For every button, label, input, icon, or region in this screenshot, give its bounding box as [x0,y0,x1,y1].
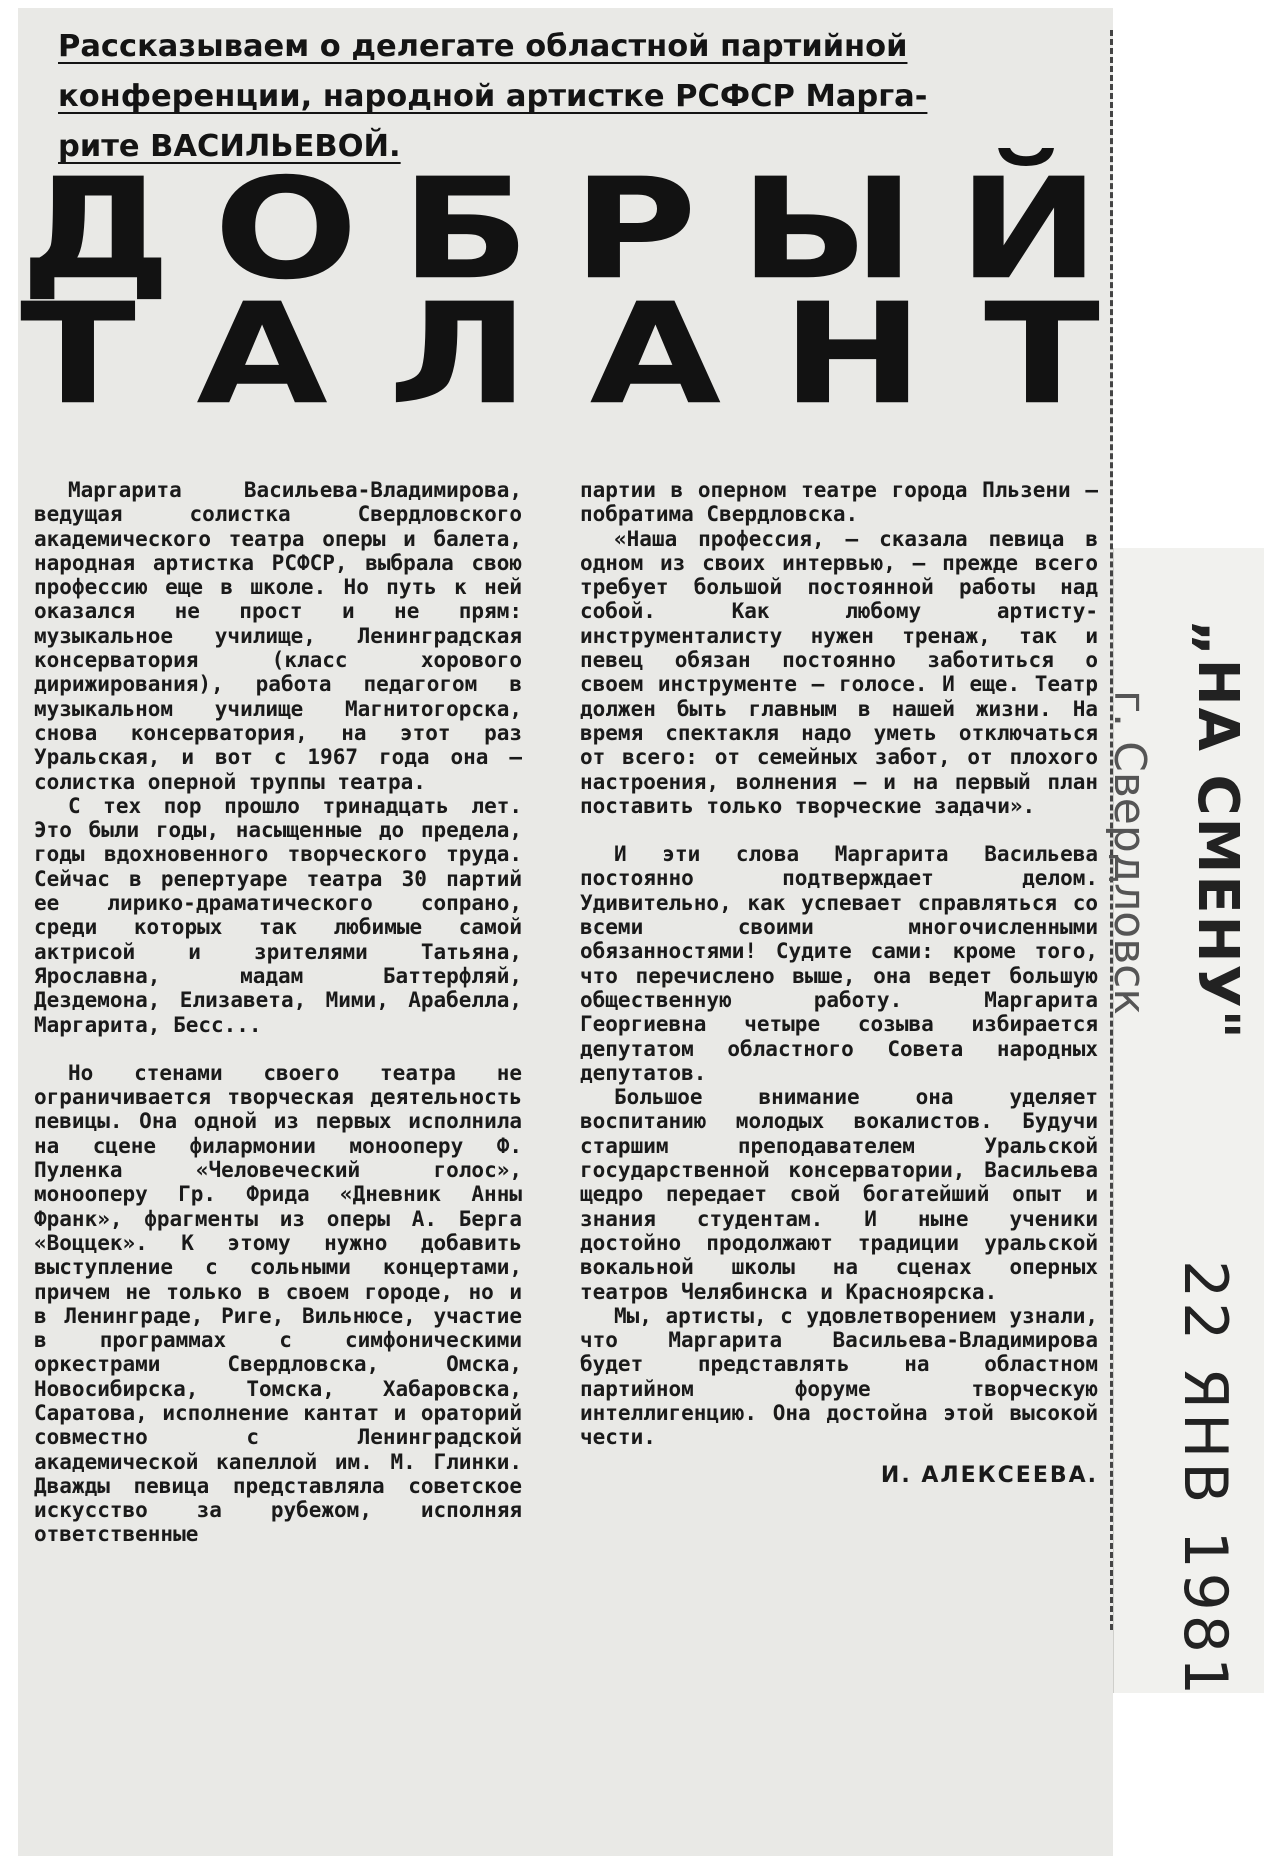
author-signature: И. АЛЕКСЕЕВА. [880,1462,1098,1488]
headline-letter: Д [20,148,172,311]
city-stamp: г. Свердловск [1104,690,1155,1015]
headline-letter: А [589,273,722,436]
headline-word-2 [20,273,1100,436]
headline-letter: Т [984,273,1100,436]
article-paragraph: Но стенами своего театра не ограничивается творческая деятельность певицы. Она одной из первых исполнила на сцене филармонии монооперу Ф. Пуленка «Человеческий голос», монооперу Гр. Фрида «Дневник Анны Франк», фрагменты из оперы А. Берга «Воццек». К этому нужно добавить выступление с сольными концертами, причем не только в своем городе, но и в Ленинграде, Риге, Вильнюсе, участие в программах с симфоническими оркестрами Свердловска, Омска, Новосибирска, Томска, Хабаровска, Саратова, исполнение кантат и ораторий совместно с Ленинградской академической капеллой им. М. Глинки. Дважды певица представляла советское искусство за рубежом, исполняя ответственные [34,1060,522,1547]
kicker-line: Рассказываем о делегате областной партийной [58,29,908,64]
article-paragraph: партии в оперном театре города Пльзени — побратима Свердловска. [580,478,1098,527]
headline-letter: А [196,273,328,436]
headline-letter: Н [781,273,924,436]
headline-word-1 [20,148,1100,311]
kicker-line: рите ВАСИЛЬЕВОЙ. [58,129,401,164]
article-paragraph: Маргарита Васильева-Владимирова, ведущая солистка Свердловского академического театра оперы и балета, народная артистка РСФСР, выбрала свою профессию еще в школе. Но путь к ней оказался не прост и не прям: музыкальное училище, Ленинградская консерватория (класс хорового дирижирования), работа педагогом в музыкальном училище Магнитогорска, снова консерватория, на этот раз Уральская, и вот с 1967 года она — солистка оперной труппы театра. [34,478,522,794]
headline-letter: Р [572,148,697,311]
kicker-line: конференции, народной артистке РСФСР Марга- [58,79,928,114]
newspaper-name-stamp: „НА СМЕНУ" [1185,620,1250,1041]
article-paragraph: Мы, артисты, с удовлетворением узнали, что Маргарита Васильева-Владимирова будет представлять на областном партийном форуме творческую интеллигенцию. Она достойна этой высокой чести. [580,1303,1098,1450]
date-stamp: 22 ЯНВ 1981 [1170,1260,1240,1700]
article-paragraph: С тех пор прошло тринадцать лет. Это были годы, насыщенные до предела, годы вдохновенного творческого труда. Сейчас в репертуаре театра 30 партий ее лирико-драматического сопрано, среди которых так любимые самой актрисой и зрителями Татьяна, Ярославна, мадам Баттерфляй, Дездемона, Елизавета, Мими, Арабелла, Маргарита, Бесс... [34,793,522,1037]
article-paragraph: Большое внимание она уделяет воспитанию молодых вокалистов. Будучи старшим преподавателем Уральской государственной консерватории, Васильева щедро передает свой богатейший опыт и знания студентам. И ныне ученики достойно продолжают традиции уральской вокальной школы на сценах оперных театров Челябинска и Красноярска. [580,1085,1098,1304]
headline-letter: Т [20,273,136,436]
headline-letter: О [213,148,359,311]
headline-letter: Ы [739,148,916,311]
article-paragraph: «Наша профессия, — сказала певица в одном из своих интервью, — прежде всего требует большой постоянной работы над собой. Как любому артисту-инструменталисту нужен тренаж, так и певец обязан постоянно заботиться о своем инструменте — голосе. И еще. Театр должен быть главным в нашей жизни. На время спектакля надо уметь отключаться от всего: от семейных забот, от плохого настроения, волнения — и на первый план поставить только творческие задачи». [580,526,1098,818]
article-column-1 [34,478,522,1547]
article-paragraph: И эти слова Маргарита Васильева постоянно подтверждает делом. Удивительно, как успевает справляться со всеми своими многочисленными обязанностями! Судите сами: кроме того, что перечислено выше, она ведет большую общественную работу. Маргарита Георгиевна четыре созыва избирается депутатом областного Совета народных депутатов. [580,842,1098,1085]
headline-letter: Б [400,148,531,311]
headline-letter: Л [388,273,530,436]
article-column-2 [580,478,1098,1488]
headline-letter: Й [957,148,1100,311]
